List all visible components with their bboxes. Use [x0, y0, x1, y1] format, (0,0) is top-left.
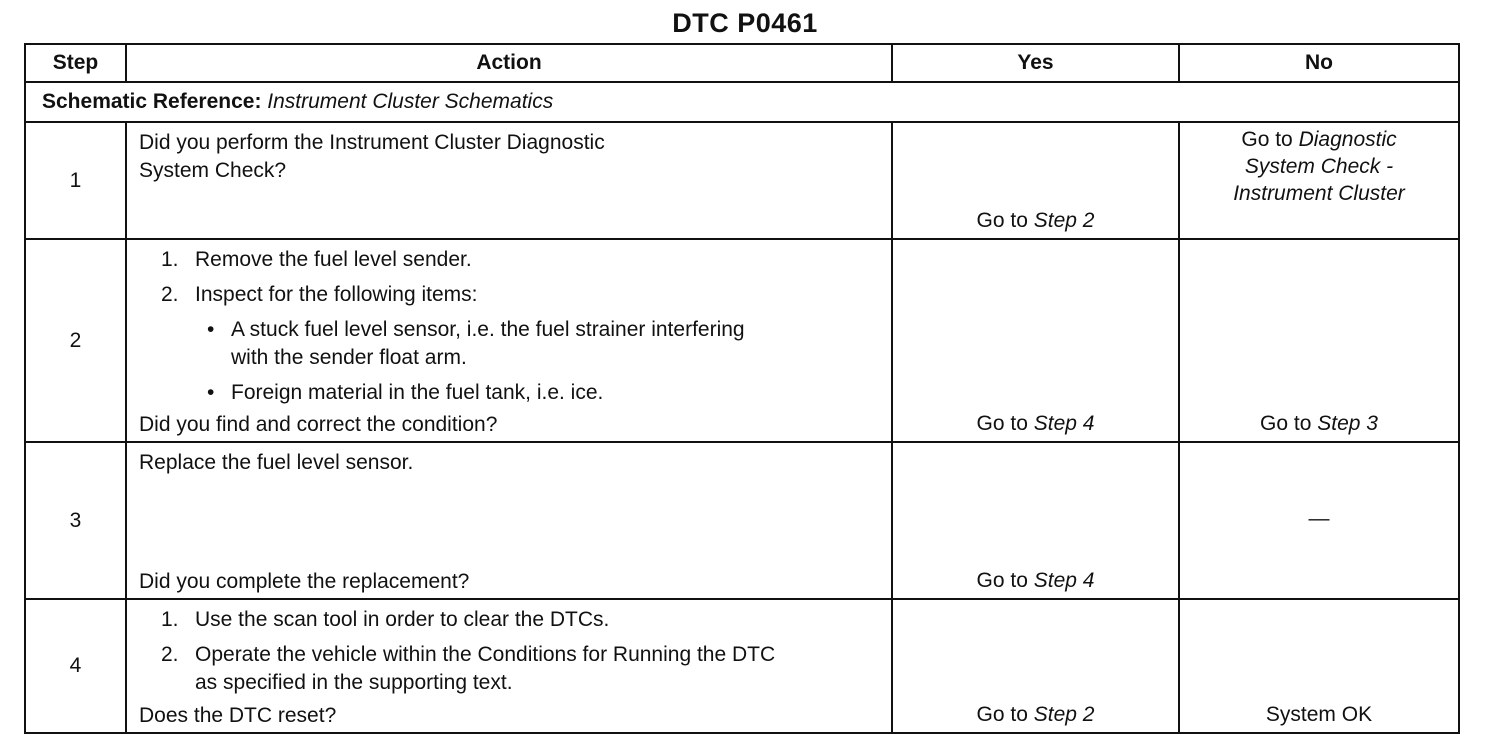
no-link[interactable]: Diagnostic	[1298, 128, 1397, 151]
action-cell	[126, 442, 892, 599]
schematic-reference-link[interactable]: Instrument Cluster Schematics	[267, 90, 554, 113]
bullet-text: Foreign material in the fuel tank, i.e. ice.	[231, 381, 604, 404]
action-cell	[126, 239, 892, 442]
action-text: Did you perform the Instrument Cluster Diagnostic	[139, 131, 605, 154]
header-action: Action	[126, 44, 892, 82]
item-text: as specified in the supporting text.	[195, 671, 513, 694]
no-link[interactable]: System Check -	[1244, 155, 1394, 178]
action-text: Replace the fuel level sensor.	[139, 451, 414, 474]
yes-prefix: Go to	[976, 569, 1028, 592]
schematic-reference-row	[25, 82, 1459, 122]
item-text: Use the scan tool in order to clear the DTCs.	[195, 608, 610, 631]
action-question: Did you find and correct the condition?	[139, 413, 498, 436]
yes-prefix: Go to	[976, 209, 1028, 232]
numbered-item	[139, 246, 879, 274]
yes-link[interactable]: Step 4	[1033, 412, 1095, 435]
no-link[interactable]: Step 3	[1317, 412, 1378, 435]
numbered-item	[139, 281, 879, 309]
table-row	[25, 599, 1459, 733]
yes-link[interactable]: Step 4	[1033, 569, 1095, 592]
no-prefix: Go to	[1260, 412, 1312, 435]
page-title: DTC P0461	[672, 8, 818, 38]
action-question: Does the DTC reset?	[139, 704, 337, 727]
bullet-icon: •	[207, 381, 215, 404]
item-number: 1.	[161, 248, 179, 271]
item-number: 2.	[161, 643, 179, 666]
table-row	[25, 239, 1459, 442]
step-number: 3	[25, 442, 126, 599]
header-no: No	[1179, 44, 1459, 82]
action-cell	[126, 599, 892, 733]
numbered-item	[139, 641, 879, 697]
action-text: System Check?	[139, 159, 287, 182]
bullet-text: with the sender float arm.	[231, 346, 467, 369]
no-prefix: Go to	[1241, 128, 1293, 151]
bullet-text: A stuck fuel level sensor, i.e. the fuel strainer interfering	[231, 318, 745, 341]
table-row	[25, 122, 1459, 239]
item-text: Inspect for the following items:	[195, 283, 478, 306]
step-number: 2	[25, 239, 126, 442]
no-cell: System OK	[1179, 599, 1459, 733]
bullet-icon: •	[207, 318, 215, 341]
no-link[interactable]: Instrument Cluster	[1233, 182, 1405, 205]
action-question: Did you complete the replacement?	[139, 570, 470, 593]
yes-prefix: Go to	[976, 412, 1028, 435]
yes-cell	[892, 239, 1179, 442]
yes-link[interactable]: Step 2	[1033, 703, 1095, 726]
item-text: Operate the vehicle within the Conditions for Running the DTC	[195, 643, 776, 666]
numbered-item	[139, 606, 879, 634]
item-number: 1.	[161, 608, 179, 631]
schematic-reference-label: Schematic Reference:	[42, 90, 262, 113]
table-row	[25, 442, 1459, 599]
header-step: Step	[25, 44, 126, 82]
step-number: 4	[25, 599, 126, 733]
no-cell	[1179, 239, 1459, 442]
yes-cell	[892, 599, 1179, 733]
schematic-reference	[25, 82, 1459, 122]
action-cell	[126, 122, 892, 239]
yes-cell	[892, 122, 1179, 239]
item-number: 2.	[161, 283, 179, 306]
diagnostic-table	[24, 43, 1460, 734]
header-row	[25, 44, 1459, 82]
bullet-item	[139, 316, 879, 372]
yes-cell	[892, 442, 1179, 599]
header-yes: Yes	[892, 44, 1179, 82]
step-number: 1	[25, 122, 126, 239]
item-text: Remove the fuel level sender.	[195, 248, 472, 271]
bullet-item	[139, 379, 879, 407]
no-cell: —	[1179, 442, 1459, 599]
yes-prefix: Go to	[976, 703, 1028, 726]
no-cell	[1179, 122, 1459, 239]
yes-link[interactable]: Step 2	[1033, 209, 1095, 232]
